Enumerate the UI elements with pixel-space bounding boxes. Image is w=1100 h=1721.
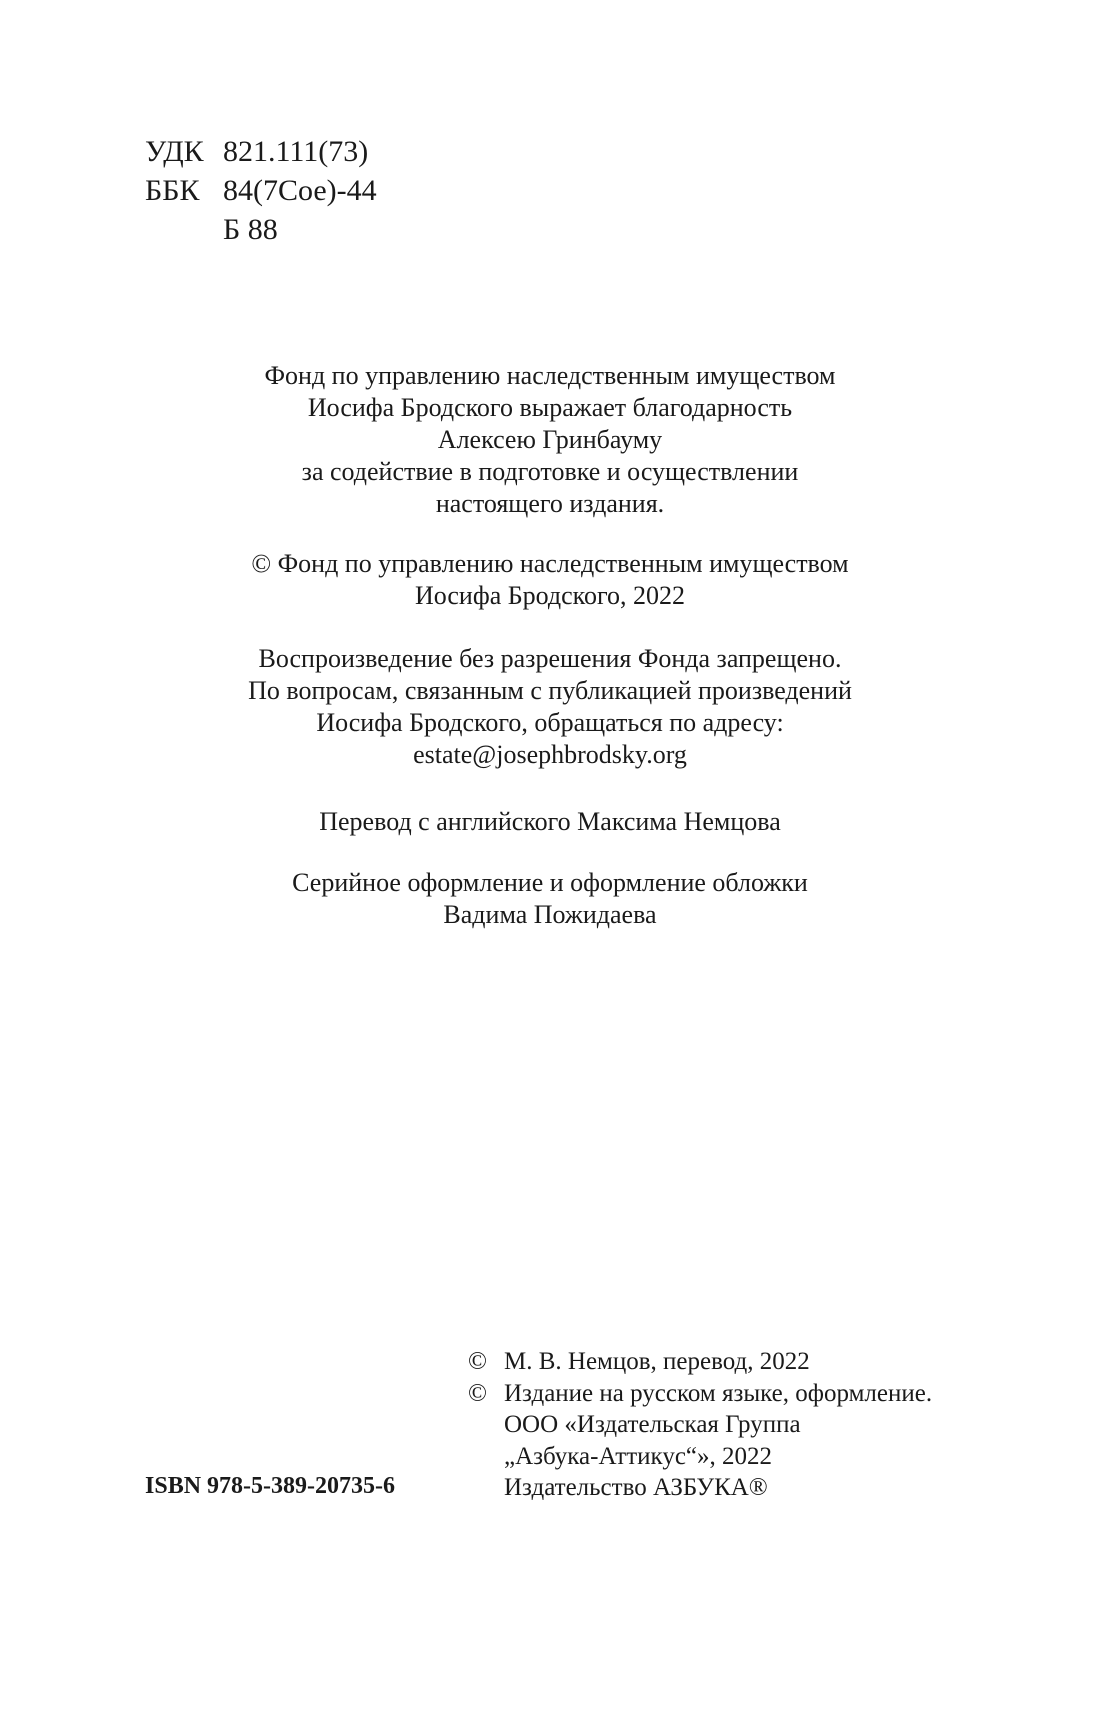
acknowledgement-line: за содействие в подготовке и осуществлении: [301, 457, 799, 486]
classification-codes: [145, 132, 377, 249]
code-label: ББК: [145, 174, 200, 207]
design-line: Вадима Пожидаева: [443, 900, 657, 929]
contact-email: estate@josephbrodsky.org: [413, 740, 687, 769]
publisher-imprint: [468, 1346, 932, 1504]
translation-line: Перевод с английского Максима Немцова: [319, 807, 781, 836]
copyright-symbol: [468, 1472, 504, 1504]
copyright-line: © Фонд по управлению наследственным имуществом: [251, 549, 849, 578]
acknowledgement-line: Иосифа Бродского выражает благодарность: [307, 393, 793, 422]
code-label: [145, 210, 223, 249]
imprint-text: М. В. Немцов, перевод, 2022: [504, 1348, 810, 1375]
copyright-symbol: ©: [468, 1379, 487, 1407]
rights-notice: [0, 643, 1100, 771]
imprint-row: [468, 1409, 932, 1441]
rights-line: По вопросам, связанным с публикацией произведений: [248, 676, 852, 705]
udc-code: [145, 132, 377, 171]
imprint-row: [468, 1346, 932, 1378]
acknowledgement-line: настоящего издания.: [435, 489, 665, 518]
design-credit: [0, 867, 1100, 931]
bbk-code: [145, 171, 377, 210]
imprint-text: ООО «Издательская Группа: [504, 1411, 801, 1438]
copyright-symbol: [468, 1441, 504, 1473]
imprint-text: Издательство АЗБУКА®: [504, 1474, 768, 1501]
code-value: 821.111(73): [223, 135, 369, 168]
acknowledgement-line: Фонд по управлению наследственным имуществом: [264, 361, 836, 390]
imprint-row: [468, 1472, 932, 1504]
code-value: 84(7Сое)-44: [223, 174, 377, 207]
code-value: Б 88: [223, 213, 278, 246]
imprint-row: [468, 1378, 932, 1410]
author-sign: [145, 210, 377, 249]
copyright-line: Иосифа Бродского, 2022: [414, 581, 686, 610]
estate-copyright: [0, 548, 1100, 612]
copyright-symbol: ©: [468, 1348, 487, 1375]
imprint-text: Издание на русском языке, оформление.: [504, 1379, 933, 1407]
copyright-symbol: [468, 1409, 504, 1441]
imprint-row: [468, 1441, 932, 1473]
acknowledgement-line: Алексею Гринбауму: [437, 425, 663, 454]
imprint-text: „Азбука-Аттикус“», 2022: [504, 1442, 773, 1470]
code-label: УДК: [145, 135, 204, 168]
translation-credit: [0, 806, 1100, 838]
design-line: Серийное оформление и оформление обложки: [292, 868, 808, 897]
rights-line: Воспроизведение без разрешения Фонда запрещено.: [258, 644, 842, 673]
rights-line: Иосифа Бродского, обращаться по адресу:: [316, 708, 784, 737]
isbn: ISBN 978-5-389-20735-6: [145, 1473, 395, 1499]
acknowledgement: [0, 360, 1100, 520]
